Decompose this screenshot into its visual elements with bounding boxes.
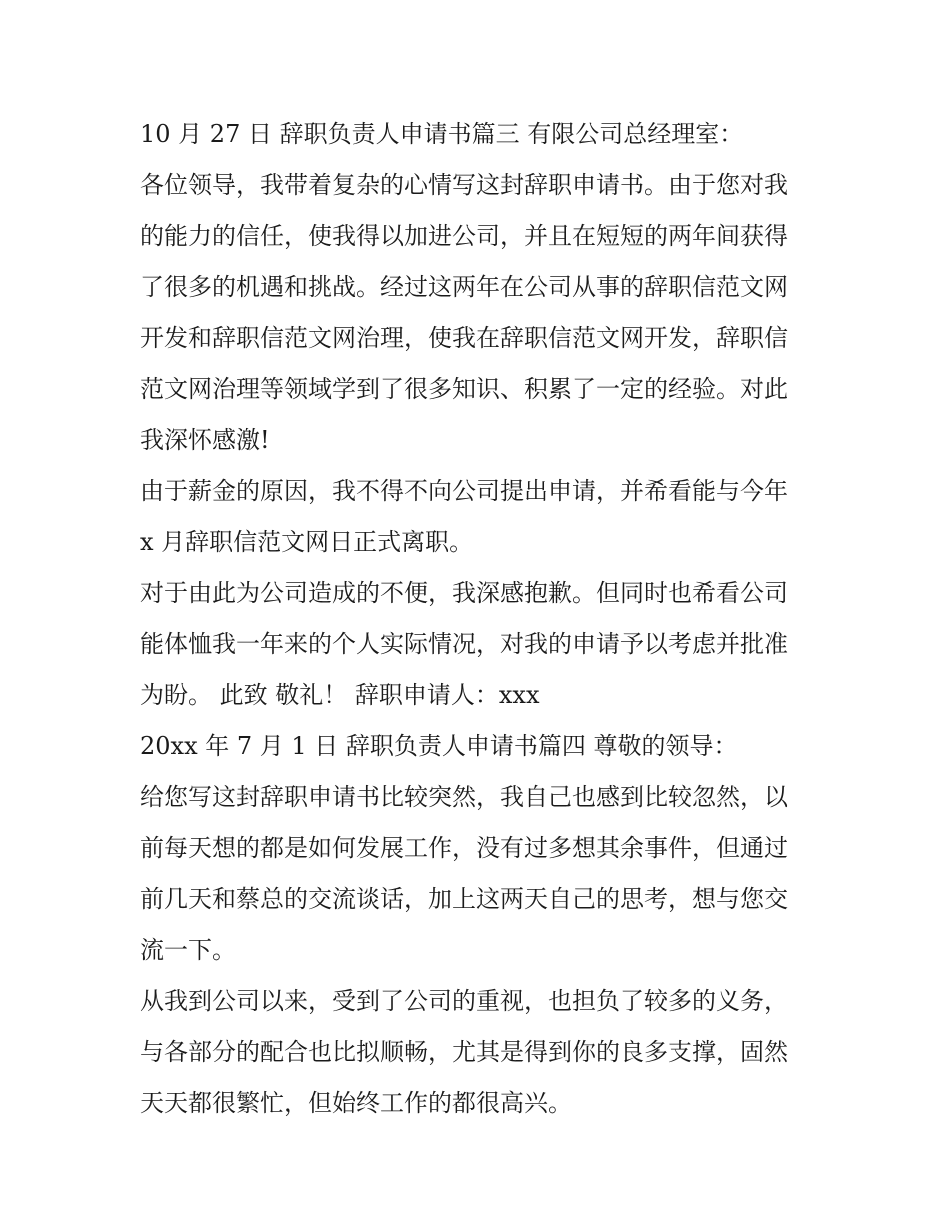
text-line-9: x 月辞职信范文网日正式离职。 bbox=[140, 528, 474, 556]
text-line-7: 我深怀感激! bbox=[140, 426, 270, 454]
text-line-18: 从我到公司以来，受到了公司的重视，也担负了较多的义务， bbox=[140, 987, 788, 1015]
text-line-2: 各位领导，我带着复杂的心情写这封辞职申请书。由于您对我 bbox=[140, 171, 788, 199]
text-line-6: 范文网治理等领域学到了很多知识、积累了一定的经验。对此 bbox=[140, 375, 788, 403]
text-line-14: 给您写这封辞职申请书比较突然，我自己也感到比较忽然，以 bbox=[140, 783, 788, 811]
text-line-13: 20xx 年 7 月 1 日 辞职负责人申请书篇四 尊敬的领导： bbox=[140, 732, 738, 760]
text-line-10: 对于由此为公司造成的不便，我深感抱歉。但同时也希看公司 bbox=[140, 579, 788, 607]
text-line-4: 了很多的机遇和挑战。经过这两年在公司从事的辞职信范文网 bbox=[140, 273, 788, 301]
text-line-1: 10 月 27 日 辞职负责人申请书篇三 有限公司总经理室： bbox=[140, 120, 744, 148]
text-line-12: 为盼。 此致 敬礼！ 辞职申请人：xxx bbox=[140, 681, 540, 709]
text-line-5: 开发和辞职信范文网治理，使我在辞职信范文网开发，辞职信 bbox=[140, 324, 788, 352]
text-line-20: 天天都很繁忙，但始终工作的都很高兴。 bbox=[140, 1089, 572, 1117]
text-line-17: 流一下。 bbox=[140, 936, 236, 964]
text-line-3: 的能力的信任，使我得以加进公司，并且在短短的两年间获得 bbox=[140, 222, 788, 250]
text-line-8: 由于薪金的原因，我不得不向公司提出申请，并希看能与今年 bbox=[140, 477, 788, 505]
text-line-15: 前每天想的都是如何发展工作，没有过多想其余事件，但通过 bbox=[140, 834, 788, 862]
document-body bbox=[140, 109, 820, 1129]
text-line-16: 前几天和蔡总的交流谈话，加上这两天自己的思考，想与您交 bbox=[140, 885, 788, 913]
text-line-11: 能体恤我一年来的个人实际情况，对我的申请予以考虑并批准 bbox=[140, 630, 788, 658]
text-line-19: 与各部分的配合也比拟顺畅，尤其是得到你的良多支撑，固然 bbox=[140, 1038, 788, 1066]
